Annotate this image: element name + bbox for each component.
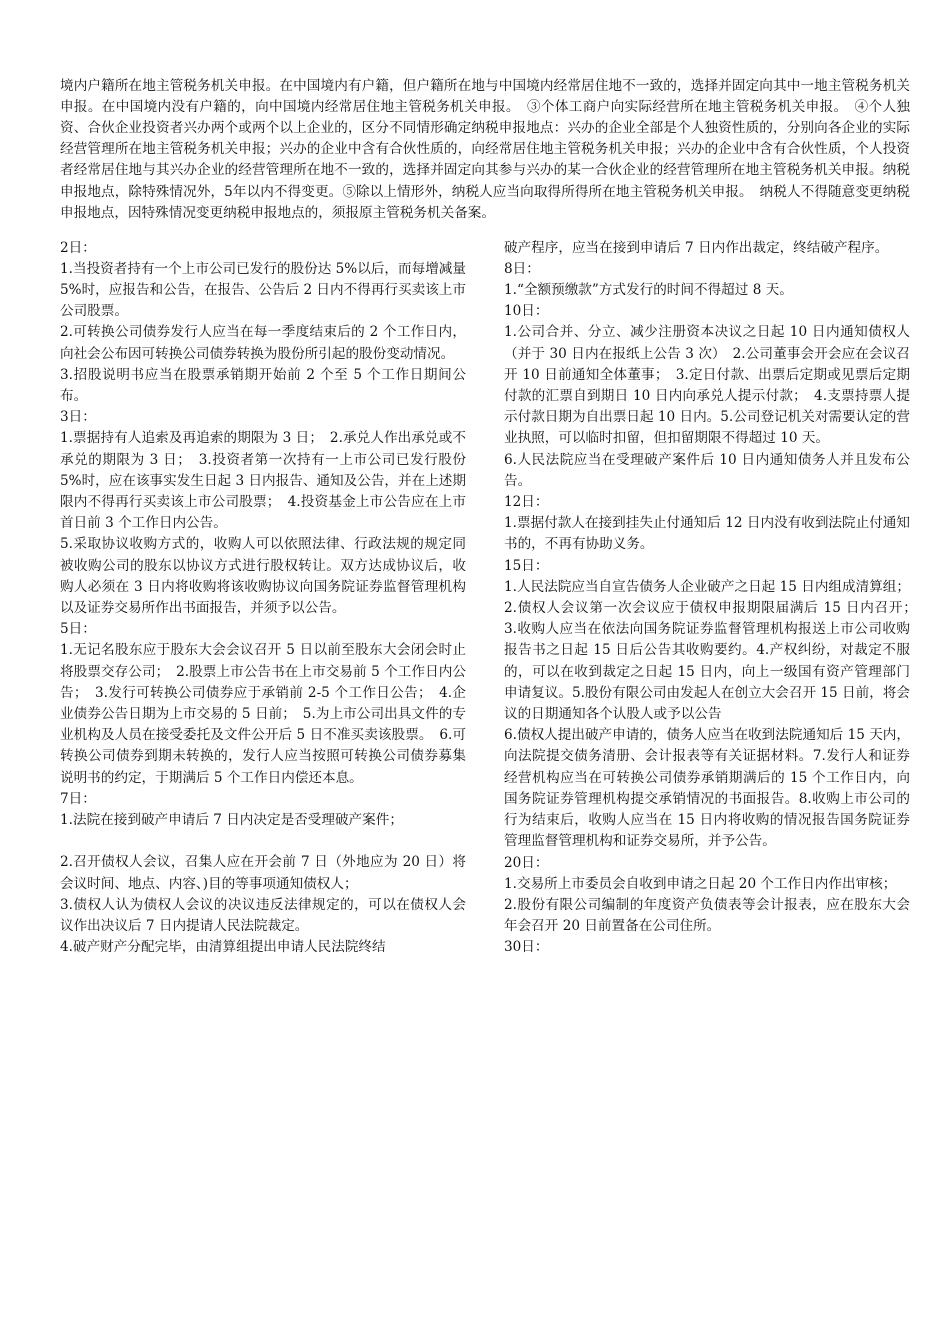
paragraph: 6.人民法院应当在受理破产案件后 10 日内通知债务人并且发布公告。	[504, 451, 910, 489]
heading-15-days: 15日：	[504, 557, 549, 574]
paragraph: 1.法院在接到破产申请后 7 日内决定是否受理破产案件；	[60, 812, 403, 829]
paragraph: 1.票据持有人追索及再追索的期限为 3 日； 2.承兑人作出承兑或不承兑的期限为 3 日； 3.投资者第一次持有一上市公司已发行股份 5%时，应在该事实发生日起 3 日内报告、通知及公告，并在上述期限内不得再行买卖该上市公司股票； 4.投资基金上市公告应在上市首日前 3 个工作日内公告。	[60, 430, 466, 532]
heading-30-days: 30日：	[504, 939, 549, 956]
paragraph: 1.交易所上市委员会自收到申请之日起 20 个工作日内作出审核；	[504, 875, 897, 892]
paragraph: 2.股份有限公司编制的年度资产负债表等会计报表，应在股东大会年会召开 20 日前置备在公司住所。	[504, 896, 910, 935]
paragraph: 5.采取协议收购方式的，收购人可以依照法律、行政法规的规定同被收购公司的股东以协议方式进行股权转让。双方达成协议后，收购人必须在 3 日内将收购将该收购协议向国务院证券监督管理机构以及证券交易所作出书面报告，并须予以公告。	[60, 536, 466, 617]
heading-20-days: 20日：	[504, 854, 549, 871]
heading-2-days: 2日：	[60, 239, 96, 256]
heading-7-days: 7日：	[60, 790, 96, 807]
heading-3-days: 3日：	[60, 409, 96, 426]
paragraph: 6.债权人提出破产申请的，债务人应当在收到法院通知后 15 天内，向法院提交债务清册、会计报表等有关证据材料。7.发行人和证券经营机构应当在可转换公司债券承销期满后的 15 个工作日内，向国务院证券管理机构提交承销情况的书面报告。8.收购上市公司的行为结束后，收购人应当在 15 日内将收购的情况报告国务院证券管理监督管理机构和证券交易所，并予公告。	[504, 727, 910, 850]
left-column	[60, 238, 466, 959]
paragraph: 1.公司合并、分立、减少注册资本决议之日起 10 日内通知债权人（并于 30 日内在报纸上公告 3 次） 2.公司董事会开会应在会议召开 10 日前通知全体董事； 3.定日付款、出票后定期或见票后定期付款的汇票自到期日 10 日内向承兑人提示付款； 4.支票持票人提示付款日期为自出票日起 10 日内。5.公司登记机关对需要认定的营业执照，可以临时扣留，但扣留期限不得超过 10 天。	[504, 324, 910, 447]
paragraph: 2.可转换公司债券发行人应当在每一季度结束后的 2 个工作日内，向社会公布因可转换公司债券转换为股份所引起的股份变动情况。	[60, 324, 466, 362]
paragraph: 1.票据付款人在接到挂失止付通知后 12 日内没有收到法院止付通知书的，不再有协助义务。	[504, 515, 910, 553]
heading-10-days: 10日：	[504, 303, 549, 320]
two-column-body	[60, 238, 924, 959]
paragraph: 1.当投资者持有一个上市公司已发行的股份达 5%以后，而每增减量 5%时，应报告和公告，在报告、公告后 2 日内不得再行买卖该上市公司股票。	[60, 260, 466, 320]
blank-line	[60, 831, 466, 852]
heading-5-days: 5日：	[60, 621, 96, 638]
document-page	[60, 62, 924, 959]
paragraph: 3.招股说明书应当在股票承销期开始前 2 个至 5 个工作日期间公布。	[60, 366, 466, 405]
heading-8-days: 8日：	[504, 260, 540, 277]
paragraph: 2.召开债权人会议，召集人应在开会前 7 日（外地应为 20 日）将会议时间、地点、内容、)目的等事项通知债权人；	[60, 854, 466, 892]
right-column	[504, 238, 924, 959]
paragraph: 破产程序，应当在接到申请后 7 日内作出裁定，终结破产程序。	[504, 239, 889, 256]
paragraph: 1.无记名股东应于股东大会会议召开 5 日以前至股东大会闭会时止将股票交存公司； 2.股票上市公告书在上市交易前 5 个工作日内公告； 3.发行可转换公司债券应于承销前 2-5 个工作日公告； 4.企业债券公告日期为上市交易的 5 日前； 5.为上市公司出具文件的专业机构及人员在接受委托及文件公开后 5 日不准买卖该股票。 6.可转换公司债券到期未转换的，发行人应当按照可转换公司债券募集说明书的约定，于期满后 5 个工作日内偿还本息。	[60, 642, 466, 786]
intro-paragraph: 境内户籍所在地主管税务机关申报。在中国境内有户籍，但户籍所在地与中国境内经常居住地不一致的，选择并固定向其中一地主管税务机关申报。在中国境内没有户籍的，向中国境内经常居住地主管税务机关申报。 ③个体工商户向实际经营所在地主管税务机关申报。 ④个人独资、合伙企业投资者兴办两个或两个以上企业的，区分不同情形确定纳税申报地点：兴办的企业全部是个人独资性质的，分别向各企业的实际经营管理所在地主管税务机关申报；兴办的企业中含有合伙性质的，向经常居住地主管税务机关申报；兴办的企业中含有合伙性质，个人投资者经常居住地与其兴办企业的经营管理所在地不一致的，选择并固定向其参与兴办的某一合伙企业的经营管理所在地主管税务机关申报。纳税申报地点，除特殊情况外，5年以内不得变更。⑤除以上情形外，纳税人应当向取得所得所在地主管税务机关申报。 纳税人不得随意变更纳税申报地点，因特殊情况变更纳税申报地点的，须报原主管税务机关备案。	[60, 77, 910, 221]
paragraph: 1.“全额预缴款”方式发行的时间不得超过 8 天。	[504, 282, 793, 299]
paragraph: 4.破产财产分配完毕，由清算组提出申请人民法院终结	[60, 939, 386, 956]
heading-12-days: 12日：	[504, 494, 549, 511]
paragraph: 1.人民法院应当自宣告债务人企业破产之日起 15 日内组成清算组；2.债权人会议第一次会议应于债权申报期限届满后 15 日内召开； 3.收购人应当在依法向国务院证券监督管理机构报送上市公司收购报告书之日起 15 日后公告其收购要约。4.产权纠纷，对裁定不服的，可以在收到裁定之日起 15 日内，向上一级国有资产管理部门申请复议。5.股份有限公司由发起人在创立大会召开 15 日前，将会议的日期通知各个认股人或予以公告	[504, 578, 924, 723]
paragraph: 3.债权人认为债权人会议的决议违反法律规定的，可以在债权人会议作出决议后 7 日内提请人民法院裁定。	[60, 896, 466, 935]
